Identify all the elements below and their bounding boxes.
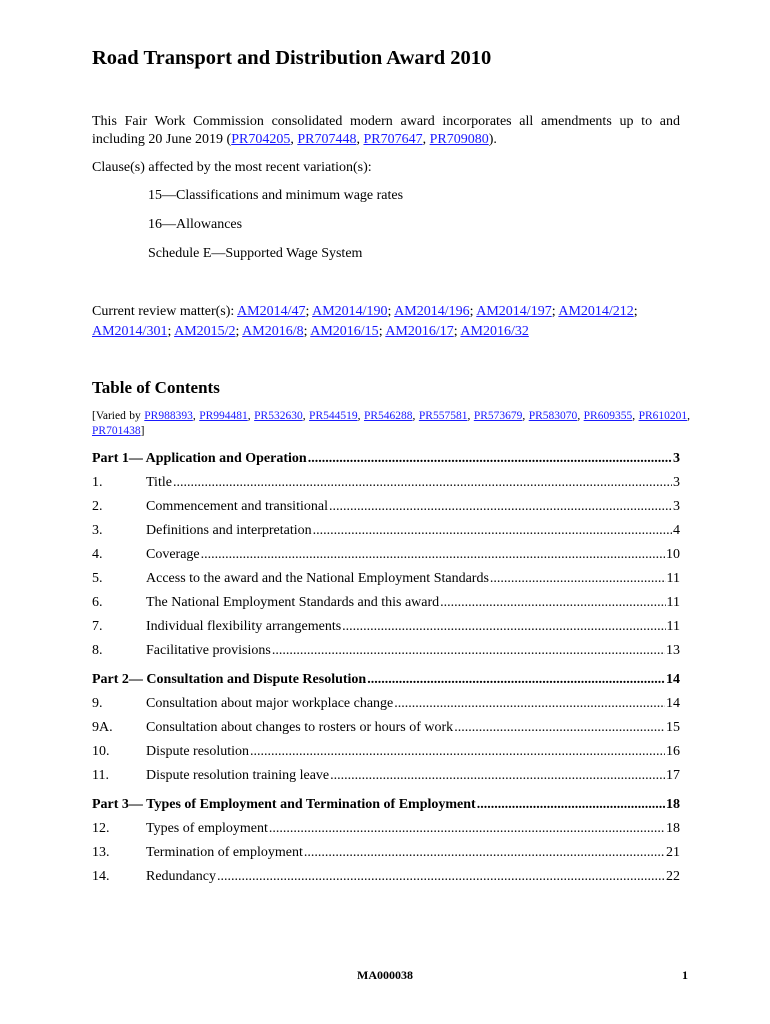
review-link[interactable]: AM2014/196 [394,304,470,319]
toc-entry-number: 8. [92,643,103,658]
varied-link[interactable]: PR609355 [583,410,633,422]
intro-text: This Fair Work Commission consolidated modern award incorporates all amendments up to and including 20 June 2019 ( [92,114,680,147]
toc-entry-number: 12. [92,821,110,836]
dot-leader [308,449,672,469]
intro-link-pr704205[interactable]: PR704205 [231,132,291,147]
varied-link[interactable]: PR994481 [199,410,248,422]
toc-entry[interactable] [92,497,680,517]
toc-entry[interactable] [92,569,680,589]
toc-heading: Table of Contents [92,378,220,397]
toc-entry-number: 7. [92,619,103,634]
toc-entry-title: Consultation about changes to rosters or hours of work [146,720,454,735]
varied-end: ] [140,425,145,437]
toc-entry[interactable] [92,473,680,493]
varied-link[interactable]: PR583070 [528,410,578,422]
toc-entry[interactable] [92,742,680,762]
toc-entry-page: 11 [666,595,680,610]
dot-leader [394,694,665,714]
toc-entry[interactable] [92,545,680,565]
dot-leader [173,473,672,493]
toc-entry-number: 13. [92,845,110,860]
toc-part-entry[interactable] [92,670,680,690]
toc-entry-page: 10 [666,547,680,562]
toc-entry-page: 3 [673,451,680,466]
toc-entry-title: The National Employment Standards and this award [146,595,440,610]
document-title: Road Transport and Distribution Award 2010 [92,47,492,69]
toc-entry[interactable] [92,766,680,786]
toc-entry-page: 16 [666,744,680,759]
toc-entry-page: 15 [666,720,680,735]
toc-entry-title: Termination of employment [146,845,303,860]
dot-leader [342,617,665,637]
dot-leader [454,718,665,738]
dot-leader [313,521,672,541]
review-link[interactable]: AM2016/17 [385,324,454,339]
dot-leader [329,497,672,517]
clause-item: Schedule E—Supported Wage System [148,246,363,261]
clause-item: 15—Classifications and minimum wage rates [148,188,404,203]
toc-entry-number: 6. [92,595,103,610]
review-link[interactable]: AM2014/190 [312,304,388,319]
toc-entry-title: Title [146,475,172,490]
toc-entry[interactable] [92,718,680,738]
toc-entry-title: Part 3— Types of Employment and Termination of Employment [92,797,476,812]
footer-award-code: MA000038 [357,968,413,982]
review-link[interactable]: AM2014/197 [476,304,552,319]
review-link[interactable]: AM2016/15 [310,324,379,339]
dot-leader [269,819,665,839]
varied-link[interactable]: PR532630 [254,410,303,422]
toc-entry-number: 14. [92,869,110,884]
varied-link[interactable]: PR701438 [92,425,141,437]
toc-entry[interactable] [92,819,680,839]
toc-entry[interactable] [92,694,680,714]
toc-entry-page: 14 [666,672,680,687]
toc-entry-title: Dispute resolution training leave [146,768,330,783]
review-link[interactable]: AM2016/32 [460,324,529,339]
toc-entry-number: 9A. [92,720,113,735]
varied-label: [Varied by [92,410,141,422]
varied-link[interactable]: PR988393 [144,410,193,422]
intro-link-pr707448[interactable]: PR707448 [297,132,357,147]
review-matters: Current review matter(s): AM2014/47; AM2014/190; AM2014/196; AM2014/197; AM2014/212; AM2014/301; AM2015/2; AM2016/8; AM2016/15; AM2016/17; AM2016/32 [92,304,638,339]
toc-entry-title: Coverage [146,547,200,562]
dot-leader [440,593,665,613]
review-label: Current review matter(s): [92,304,235,319]
dot-leader [201,545,665,565]
review-link[interactable]: AM2014/212 [558,304,634,319]
toc-entry-page: 22 [666,869,680,884]
review-link[interactable]: AM2015/2 [174,324,236,339]
toc-entry-number: 1. [92,475,103,490]
toc-entry[interactable] [92,593,680,613]
dot-leader [304,843,665,863]
varied-link[interactable]: PR544519 [309,410,358,422]
toc-entry-page: 3 [673,499,680,514]
varied-by-list: [Varied by PR988393, PR994481, PR532630, PR544519, PR546288, PR557581, PR573679, PR583070, PR609355, PR610201, PR701438] [92,410,691,437]
toc-entry-page: 4 [673,523,680,538]
toc-entry-number: 11. [92,768,109,783]
toc-entry-number: 2. [92,499,103,514]
clause-item: 16—Allowances [148,217,243,232]
toc-entry-title: Access to the award and the National Employment Standards [146,571,489,586]
dot-leader [490,569,666,589]
toc-entry-title: Consultation about major workplace change [146,696,394,711]
review-link[interactable]: AM2014/301 [92,324,168,339]
intro-paragraph: This Fair Work Commission consolidated modern award incorporates all amendments up to and including 20 June 2019 (PR704205, PR707448, PR707647, PR709080). [92,114,680,147]
toc-entry[interactable] [92,617,680,637]
review-link[interactable]: AM2014/47 [237,304,306,319]
toc-entry-number: 3. [92,523,103,538]
intro-link-pr709080[interactable]: PR709080 [429,132,489,147]
toc-entry-title: Commencement and transitional [146,499,328,514]
varied-link[interactable]: PR546288 [363,410,413,422]
toc-entry-page: 14 [666,696,680,711]
toc-entry-page: 13 [666,643,680,658]
intro-end: ). [488,132,497,147]
varied-link[interactable]: PR557581 [418,410,468,422]
varied-link[interactable]: PR573679 [473,410,523,422]
toc-entry-number: 10. [92,744,110,759]
toc-entry-page: 3 [673,475,680,490]
toc-entry[interactable] [92,521,680,541]
dot-leader [330,766,665,786]
toc-entry-title: Redundancy [146,869,216,884]
toc-entry-page: 11 [666,619,680,634]
dot-leader [367,670,665,690]
toc-entry-title: Individual flexibility arrangements [146,619,342,634]
toc-entry-number: 4. [92,547,103,562]
toc-part-entry[interactable] [92,795,680,815]
dot-leader [250,742,665,762]
toc-entry-page: 11 [666,571,680,586]
toc-entry-number: 9. [92,696,103,711]
varied-link[interactable]: PR610201 [638,410,688,422]
dot-leader [477,795,665,815]
toc-entry-title: Facilitative provisions [146,643,271,658]
toc-entry-page: 17 [666,768,680,783]
toc-entry-title: Part 2— Consultation and Dispute Resolution [92,672,367,687]
dot-leader [272,641,665,661]
toc-entry-title: Dispute resolution [146,744,250,759]
toc-entry-page: 18 [666,821,680,836]
toc-entry-number: 5. [92,571,103,586]
clauses-affected-label: Clause(s) affected by the most recent variation(s): [92,160,372,175]
intro-link-pr707647[interactable]: PR707647 [363,132,423,147]
toc-entry-page: 21 [666,845,680,860]
toc-entry-page: 18 [666,797,680,812]
toc-entry[interactable] [92,641,680,661]
dot-leader [217,867,665,887]
toc-entry[interactable] [92,867,680,887]
toc-entry[interactable] [92,843,680,863]
footer-page-number: 1 [682,968,688,982]
toc-entry-title: Definitions and interpretation [146,523,312,538]
toc-part-entry[interactable] [92,449,680,469]
review-link[interactable]: AM2016/8 [242,324,304,339]
toc-entry-title: Types of employment [146,821,268,836]
toc-entry-title: Part 1— Application and Operation [92,451,307,466]
